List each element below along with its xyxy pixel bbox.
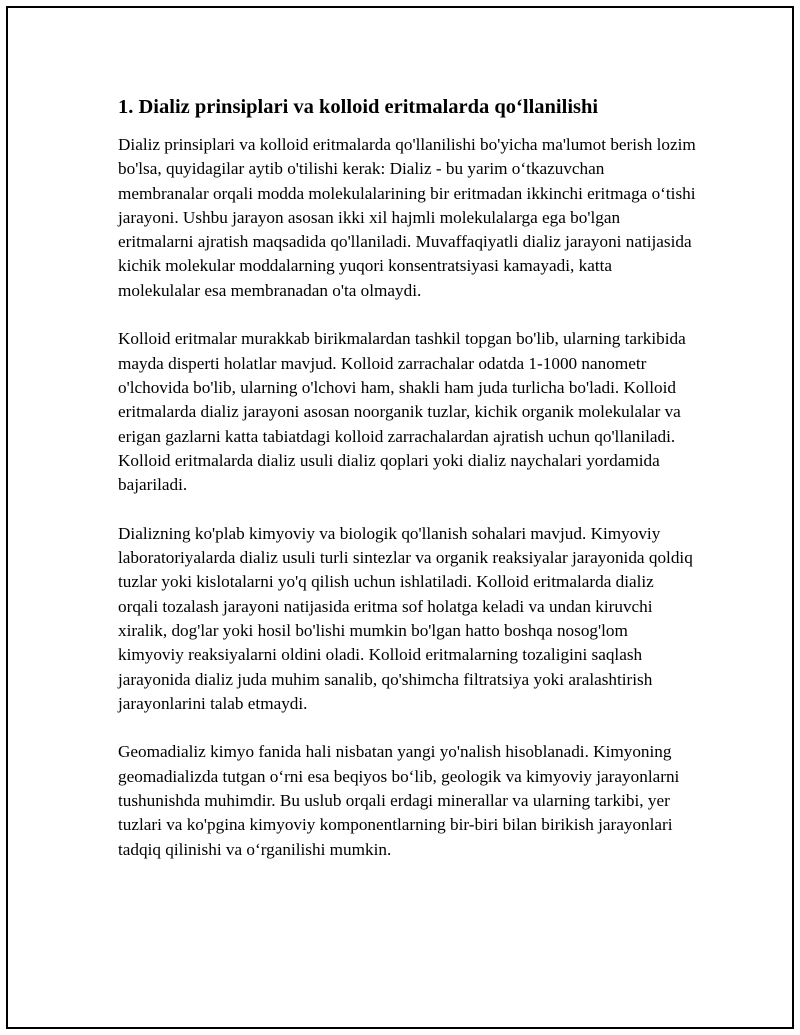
paragraph-colloid-solutions: Kolloid eritmalar murakkab birikmalardan tashkil topgan bo'lib, ularning tarkibida mayda disperti holatlar mavjud. Kolloid zarrachalar odatda 1-1000 nanometr o'lchovida bo'lib, ularning o'lchovi ham, shakli ham juda turlicha bo'ladi. Kolloid eritmalarda dializ jarayoni asosan noorganik tuzlar, kichik organik molekulalar va erigan gazlarni katta tabiatdagi kolloid zarrachalardan ajratish uchun qo'llaniladi. Kolloid eritmalarda dializ usuli dializ qoplari yoki dializ naychalari yordamida bajariladi.: [118, 329, 686, 495]
paragraph-geomadialysis: Geomadializ kimyo fanida hali nisbatan yangi yo'nalish hisoblanadi. Kimyoning geomadializda tutgan o‘rni esa beqiyos bo‘lib, geologik va kimyoviy jarayonlarni tushunishda muhimdir. Bu uslub orqali erdagi minerallar va ularning tarkibi, yer tuzlari va ko'pgina kimyoviy komponentlarning bir-biri bilan birikish jarayonlari tadqiq qilinishi va o‘rganilishi mumkin.: [118, 742, 680, 859]
paragraph-dialysis-definition: Dializ prinsiplari va kolloid eritmalarda qo'llanilishi bo'yicha ma'lumot berish lozim bo'lsa, quyidagilar aytib o'tilishi kerak: Dializ - bu yarim o‘tkazuvchan membranalar orqali modda molekulalarining bir eritmadan ikkinchi eritmaga o‘tishi jarayoni. Ushbu jarayon asosan ikki xil hajmli molekulalarga ega bo'lgan eritmalarni ajratish maqsadida qo'llaniladi. Muvaffaqiyatli dializ jarayoni natijasida kichik molekular moddalarning yuqori konsentratsiyasi kamayadi, katta molekulalar esa membranadan o'ta olmaydi.: [118, 135, 696, 300]
document-body: [118, 93, 698, 886]
paragraph-applications: Dializning ko'plab kimyoviy va biologik qo'llanish sohalari mavjud. Kimyoviy laboratoriyalarda dializ usuli turli sintezlar va organik reaksiyalar jarayonida qoldiq tuzlar yoki kislotalarni yo'q qilish uchun ishlatiladi. Kolloid eritmalarda dializ orqali tozalash jarayoni natijasida eritma sof holatga keladi va undan kiruvchi xiralik, dog'lar yoki hosil bo'lishi mumkin bo'lgan hatto boshqa nosog'lom kimyoviy reaksiyalarni oldini oladi. Kolloid eritmalarning tozaligini saqlash jarayonida dializ juda muhim sanalib, qo'shimcha filtratsiya yoki aralashtirish jarayonlarini talab etmaydi.: [118, 523, 693, 713]
document-title: 1. Dializ prinsiplari va kolloid eritmalarda qo‘llanilishi: [118, 96, 599, 118]
